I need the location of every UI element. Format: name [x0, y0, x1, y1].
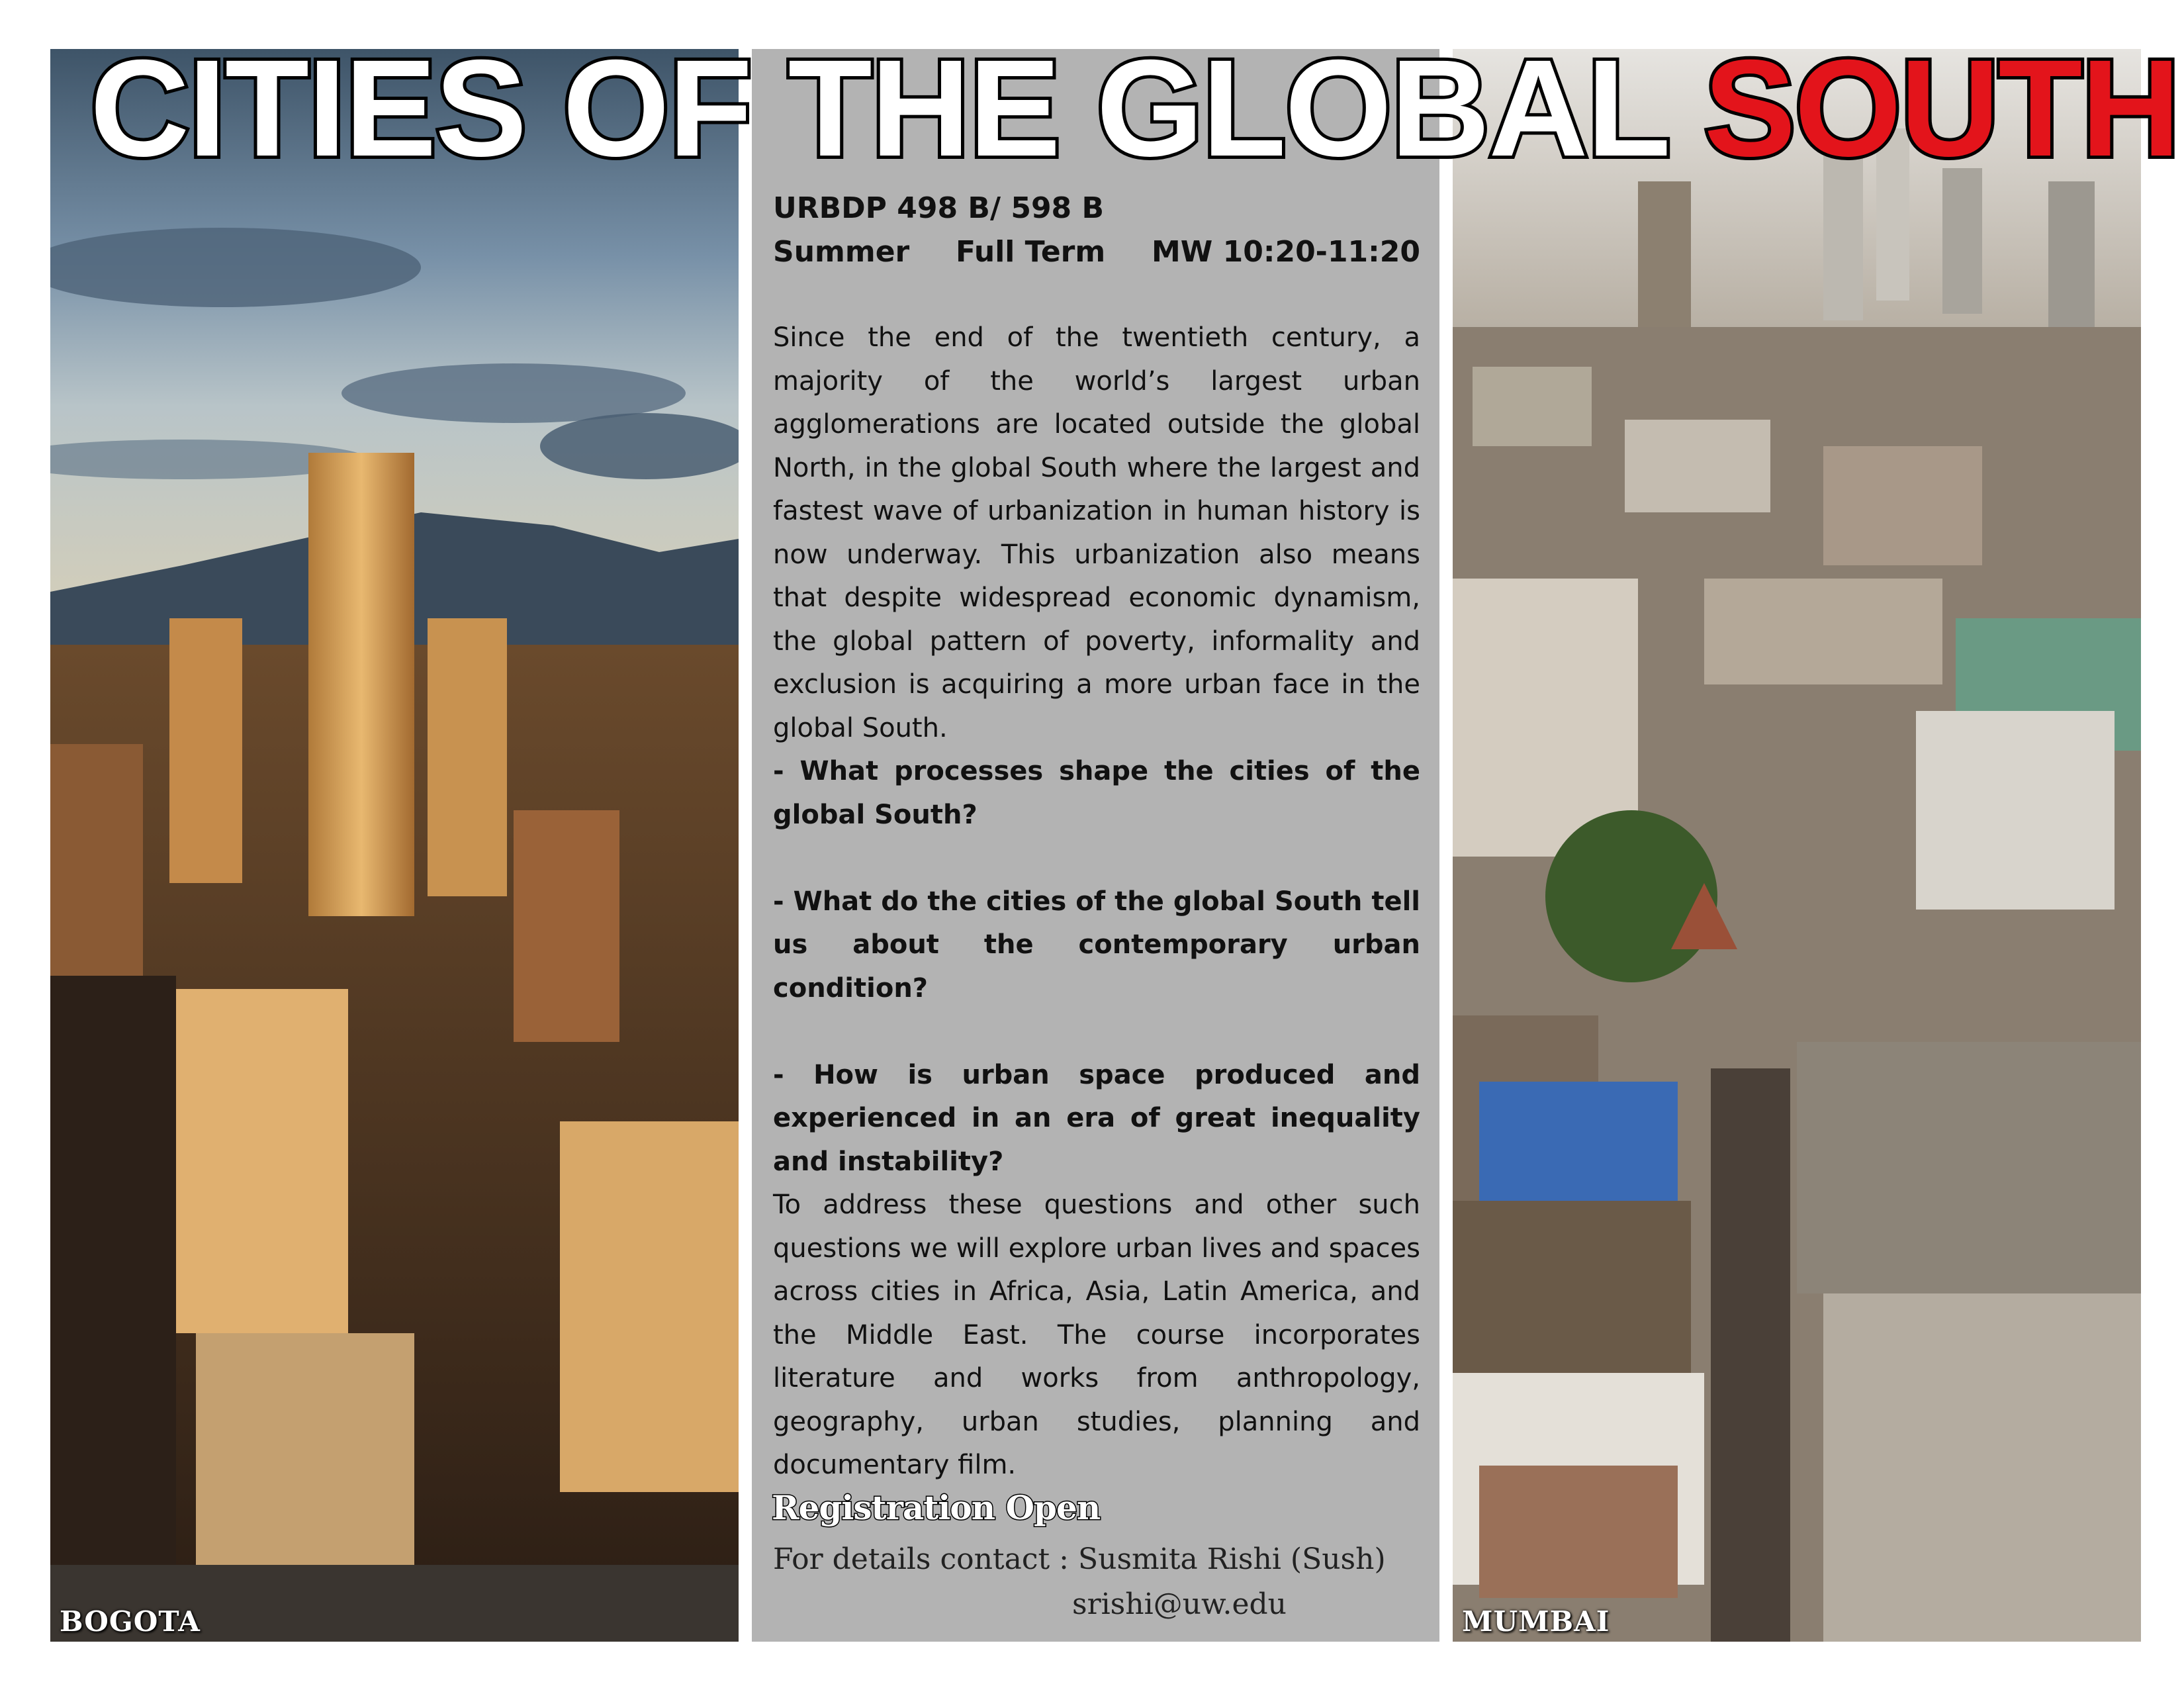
mumbai-street-photo [1453, 49, 2141, 1642]
question-3: - How is urban space produced and experienced in an era of great inequality and instability? [773, 1059, 1420, 1177]
mumbai-photo-panel [1453, 49, 2141, 1642]
paragraph-spacer [773, 837, 1420, 880]
course-code: URBDP 498 B/ 598 B [773, 191, 1105, 225]
course-season: Summer [773, 235, 910, 269]
course-meeting-time: MW 10:20-11:20 [1151, 235, 1420, 269]
contact-email: srishi@uw.edu [1072, 1587, 1287, 1621]
registration-heading: Registration Open [772, 1488, 1101, 1527]
mumbai-label: MUMBAI [1462, 1605, 1610, 1638]
course-description [773, 316, 1420, 1487]
bogota-skyline-photo [50, 49, 739, 1642]
title-accent-text: SOUTH [1704, 32, 2179, 185]
description-closing: To address these questions and other such questions we will explore urban lives and spaces across cities in Africa, Asia, Latin America, and the Middle East. The course incorporates literature and works from anthropology, geography, urban studies, planning and documentary film. [773, 1190, 1420, 1480]
bogota-photo-panel [50, 49, 739, 1642]
paragraph-spacer [773, 1010, 1420, 1054]
poster-title [90, 32, 2179, 185]
course-schedule-row [773, 230, 1420, 274]
course-term: Full Term [956, 235, 1106, 269]
description-intro: Since the end of the twentieth century, a majority of the world’s largest urban agglomerations are located outside the global North, in the global South where the largest and fastest wave of urbanization in human history is now underway. This urbanization also means that despite widespread economic dynamism, the global pattern of poverty, informality and exclusion is acquiring a more urban face in the global South. [773, 322, 1420, 743]
bogota-label: BOGOTA [60, 1605, 201, 1638]
question-2: - What do the cities of the global South tell us about the contemporary urban condition? [773, 886, 1420, 1004]
title-main-text: CITIES OF THE GLOBAL [90, 32, 1704, 185]
contact-line: For details contact : Susmita Rishi (Sush) [773, 1542, 1386, 1576]
question-1: - What processes shape the cities of the global South? [773, 756, 1420, 830]
